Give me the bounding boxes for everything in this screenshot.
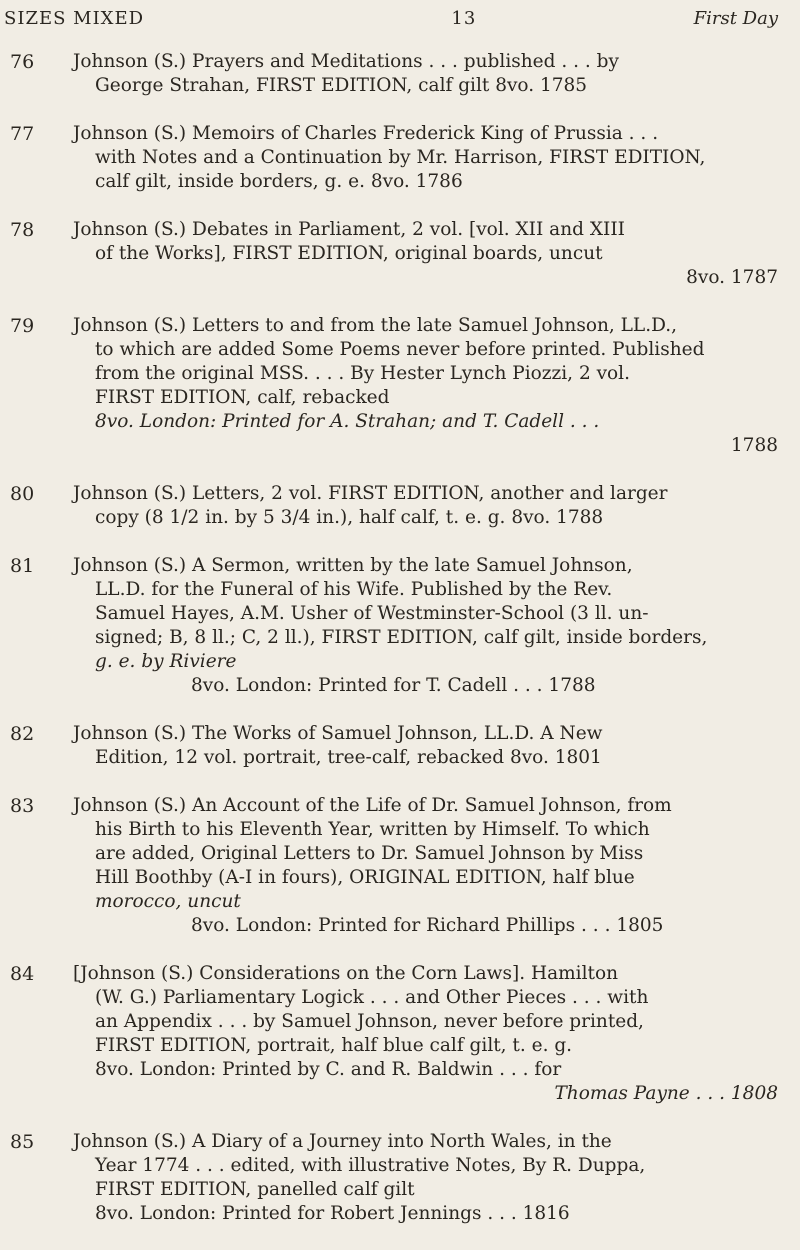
entry-line: FIRST EDITION, portrait, half blue calf gilt, t. e. g. [95, 1035, 573, 1056]
entry-line: 8vo. London: Printed for Richard Phillips . . . 1805 [191, 915, 664, 936]
entry-line: FIRST EDITION, calf, rebacked [95, 387, 390, 408]
catalogue-entry [0, 482, 800, 530]
entry-line: 8vo. London: Printed for A. Strahan; and T. Cadell . . . [95, 411, 600, 432]
entry-line: Year 1774 . . . edited, with illustrative Notes, By R. Duppa, [95, 1155, 646, 1176]
catalogue-entry [0, 794, 800, 938]
entry-line: George Strahan, FIRST EDITION, calf gilt 8vo. 1785 [95, 75, 588, 96]
entry-line: Edition, 12 vol. portrait, tree-calf, rebacked 8vo. 1801 [95, 747, 602, 768]
entry-line: Samuel Hayes, A.M. Usher of Westminster-School (3 ll. un- [95, 603, 649, 624]
entry-line: (W. G.) Parliamentary Logick . . . and Other Pieces . . . with [95, 987, 649, 1008]
entry-line: 8vo. 1787 [686, 267, 778, 288]
entry-text [73, 794, 778, 938]
catalogue-entry [0, 1130, 800, 1226]
entry-text [73, 1130, 778, 1226]
catalogue-entry [0, 554, 800, 698]
entry-line: 8vo. London: Printed for Robert Jennings . . . 1816 [95, 1203, 570, 1224]
lot-number: 80 [10, 483, 35, 505]
page-number: 13 [451, 8, 477, 29]
entry-line: 8vo. London: Printed for T. Cadell . . . 1788 [191, 675, 596, 696]
entry-text [73, 482, 778, 530]
lot-number: 84 [10, 963, 35, 985]
entry-line: copy (8 1/2 in. by 5 3/4 in.), half calf, t. e. g. 8vo. 1788 [95, 507, 604, 528]
lot-number: 83 [10, 795, 35, 817]
catalogue-entry [0, 722, 800, 770]
lot-number: 82 [10, 723, 35, 745]
entry-line: [Johnson (S.) Considerations on the Corn Laws]. Hamilton [73, 963, 618, 984]
entry-line: calf gilt, inside borders, g. e. 8vo. 1786 [95, 171, 463, 192]
catalogue-entry [0, 962, 800, 1106]
entry-text [73, 122, 778, 194]
entry-line: Johnson (S.) Letters, 2 vol. FIRST EDITION, another and larger [73, 483, 668, 504]
lot-number: 78 [10, 219, 35, 241]
entry-line: Johnson (S.) A Diary of a Journey into North Wales, in the [73, 1131, 612, 1152]
lot-number: 76 [10, 51, 35, 73]
entry-text [73, 218, 778, 290]
entry-text [73, 554, 778, 698]
entry-line: Johnson (S.) Debates in Parliament, 2 vol. [vol. XII and XIII [73, 219, 625, 240]
entry-line: 8vo. London: Printed by C. and R. Baldwin . . . for [95, 1059, 562, 1080]
entry-line: Hill Boothby (A-I in fours), ORIGINAL EDITION, half blue [95, 867, 635, 888]
entry-line: signed; B, 8 ll.; C, 2 ll.), FIRST EDITION, calf gilt, inside borders, [95, 627, 708, 648]
entry-line: of the Works], FIRST EDITION, original boards, uncut [95, 243, 603, 264]
catalogue-entry [0, 314, 800, 458]
entry-line: his Birth to his Eleventh Year, written by Himself. To which [95, 819, 650, 840]
header-section-title: SIZES MIXED [4, 8, 145, 29]
lot-number: 85 [10, 1131, 35, 1153]
entry-line: 1788 [730, 435, 778, 456]
entry-line: Johnson (S.) Prayers and Meditations . . . published . . . by [73, 51, 619, 72]
entry-line: Johnson (S.) Letters to and from the late Samuel Johnson, LL.D., [73, 315, 678, 336]
entry-line: an Appendix . . . by Samuel Johnson, never before printed, [95, 1011, 644, 1032]
entry-line: Johnson (S.) An Account of the Life of Dr. Samuel Johnson, from [73, 795, 672, 816]
catalogue-entry [0, 218, 800, 290]
entry-line: Johnson (S.) The Works of Samuel Johnson, LL.D. A New [73, 723, 603, 744]
lot-number: 77 [10, 123, 35, 145]
catalogue-entry [0, 50, 800, 98]
entry-line: Johnson (S.) A Sermon, written by the late Samuel Johnson, [73, 555, 633, 576]
entry-line: are added, Original Letters to Dr. Samuel Johnson by Miss [95, 843, 644, 864]
entry-text [73, 50, 778, 98]
entry-line: Thomas Payne . . . 1808 [554, 1083, 778, 1104]
page-header [4, 8, 778, 29]
entry-line: morocco, uncut [95, 891, 241, 912]
catalogue-entry [0, 122, 800, 194]
entry-line: with Notes and a Continuation by Mr. Harrison, FIRST EDITION, [95, 147, 706, 168]
entry-line: to which are added Some Poems never before printed. Published [95, 339, 705, 360]
catalogue-entries [0, 50, 800, 1250]
entry-text [73, 314, 778, 458]
entry-line: from the original MSS. . . . By Hester Lynch Piozzi, 2 vol. [95, 363, 630, 384]
lot-number: 79 [10, 315, 35, 337]
entry-line: Johnson (S.) Memoirs of Charles Frederick King of Prussia . . . [73, 123, 659, 144]
entry-line: g. e. by Riviere [95, 651, 237, 672]
sale-day: First Day [693, 8, 778, 29]
entry-line: FIRST EDITION, panelled calf gilt [95, 1179, 415, 1200]
entry-text [73, 962, 778, 1106]
lot-number: 81 [10, 555, 35, 577]
entry-line: LL.D. for the Funeral of his Wife. Published by the Rev. [95, 579, 613, 600]
entry-text [73, 722, 778, 770]
